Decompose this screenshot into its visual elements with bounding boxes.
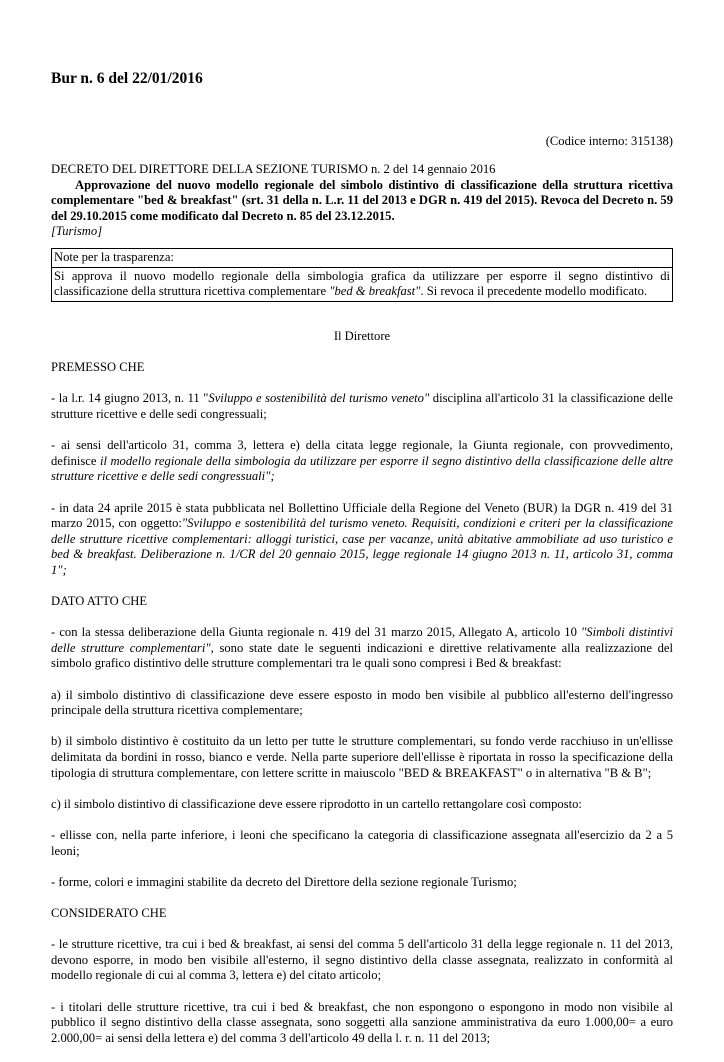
- paragraph: c) il simbolo distintivo di classificazione deve essere riprodotto in un cartello rettangolare così composto:: [51, 796, 582, 811]
- decree-header: [51, 162, 673, 240]
- transparency-note: [51, 248, 673, 302]
- note-text: Si approva il nuovo modello regionale della simbologia grafica da utilizzare per esporre il segno distintivo di classificazione della struttura ricettiva complementare: [54, 268, 670, 299]
- note-title: Note per la trasparenza:: [52, 249, 672, 268]
- decree-topic: [51, 224, 673, 240]
- internal-code: (Codice interno: 315138): [545, 134, 673, 148]
- bulletin-title: Bur n. 6 del 22/01/2016: [51, 70, 203, 87]
- note-body: [52, 268, 672, 301]
- note-italic: "bed & breakfast": [329, 284, 421, 299]
- paragraph: - le strutture ricettive, tra cui i bed & breakfast, ai sensi del comma 5 dell'articolo 31 della legge regionale n. 11 del 2013, devono esporre, in modo ben visibile all'esterno, il segno distintivo della classe assegnata, realizzato in conformità al modello regionale di cui al comma 3, lettera e) del citato articolo;: [51, 937, 673, 983]
- paragraph: b) il simbolo distintivo è costituito da un letto per tutte le strutture complementari, su fondo verde racchiuso in un'ellisse delimitata da bordini in rosso, bianco e verde. Nella parte superiore dell'ellisse è riportata in rosso la specificazione della tipologia di struttura complementare, con lettere scritte in maiuscolo "BED & BREAKFAST" o in alternativa "B & B";: [51, 734, 673, 780]
- paragraph: - in data 24 aprile 2015 è stata pubblicata nel Bollettino Ufficiale della Regione del Veneto (BUR) la DGR n. 419 del 31 marzo 2015, con oggetto:"Sviluppo e sostenibilità del turismo veneto. Requisiti, condizioni e criteri per la classificazione delle strutture ricettive complementari: alloggi turistici, case per vacanze, unità abitative ammobiliate ad uso turistico e bed & breakfast. Deliberazione n. 1/CR del 20 gennaio 2015, legge regionale 14 giugno 2013 n. 11, articolo 31, comma 1";: [51, 500, 673, 577]
- section-considerato: CONSIDERATO CHE: [51, 905, 167, 920]
- paragraph: - i titolari delle strutture ricettive, tra cui i bed & breakfast, che non espongono o espongono in modo non visibile al pubblico il segno distintivo della classe assegnata, sono soggetti alla sanzione amministrativa da euro 1.000,00= a euro 2.000,00= ai sensi della lettera e) del comma 3 dell'articolo 49 della l. r. n. 11 del 2013;: [51, 999, 673, 1045]
- paragraph: - ai sensi dell'articolo 31, comma 3, lettera e) della citata legge regionale, la Giunta regionale, con provvedimento, definisce il modello regionale della simbologia da utilizzare per esporre il segno distintivo della classificazione delle altre strutture ricettive e delle sedi congressuali";: [51, 438, 673, 484]
- note-text-end: . Si revoca il precedente modello modificato.: [420, 284, 648, 299]
- paragraph: - ellisse con, nella parte inferiore, i leoni che specificano la categoria di classificazione assegnata all'esercizio da 2 a 5 leoni;: [51, 828, 673, 858]
- decree-line: DECRETO DEL DIRETTORE DELLA SEZIONE TURISMO n. 2 del 14 gennaio 2016: [51, 162, 496, 176]
- paragraph: - con la stessa deliberazione della Giunta regionale n. 419 del 31 marzo 2015, Allegato A, articolo 10 "Simboli distintivi delle strutture complementari", sono state date le seguenti indicazioni e direttive relativamente alla realizzazione del simbolo grafico distintivo delle strutture complementari tra le quali sono compresi i Bed & breakfast:: [51, 625, 673, 671]
- paragraph: a) il simbolo distintivo di classificazione deve essere esposto in modo ben visibile al pubblico all'esterno dell'ingresso principale della struttura ricettiva complementare;: [51, 687, 673, 718]
- topic-text: [Turismo]: [51, 224, 103, 239]
- decree-body: [51, 329, 673, 1062]
- paragraph: - la l.r. 14 giugno 2013, n. 11 "Sviluppo e sostenibilità del turismo veneto" disciplina all'articolo 31 la classificazione delle strutture ricettive e delle sedi congressuali;: [51, 391, 673, 421]
- director-heading: Il Direttore: [333, 329, 391, 343]
- paragraph: - forme, colori e immagini stabilite da decreto del Direttore della sezione regionale Turismo;: [51, 874, 517, 889]
- decree-subject: Approvazione del nuovo modello regionale del simbolo distintivo di classificazione della struttura ricettiva complementare "bed & breakfast" (srt. 31 della n. L.r. 11 del 2013 e DGR n. 419 del 2015). Revoca del Decreto n. 59 del 29.10.2015 come modificato dal Decreto n. 85 del 23.12.2015.: [51, 177, 673, 223]
- section-dato: DATO ATTO CHE: [51, 594, 148, 609]
- section-premesso: PREMESSO CHE: [51, 360, 145, 375]
